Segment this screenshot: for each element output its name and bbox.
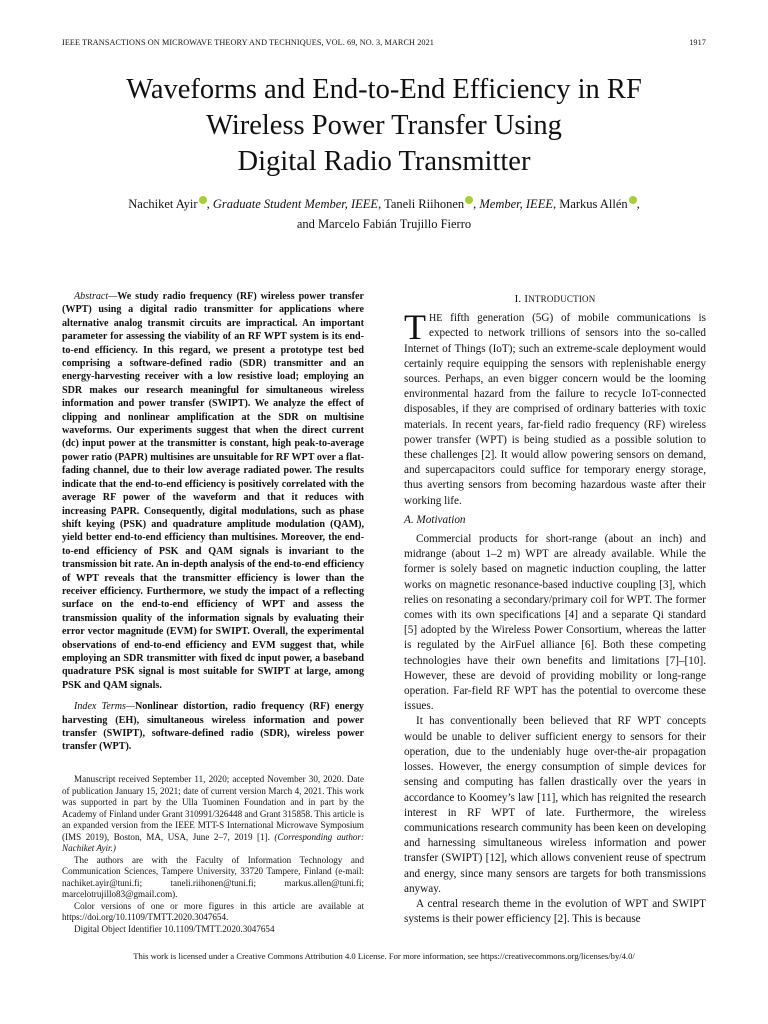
corresponding-author: (Corresponding author: Nachiket Ayir.) — [62, 831, 364, 853]
title-line-3: Digital Radio Transmitter — [237, 146, 531, 177]
footnote-doi: Digital Object Identifier 10.1109/TMTT.2020.3047654 — [74, 923, 275, 934]
index-terms — [62, 700, 364, 754]
author-name: Nachiket Ayir — [128, 197, 198, 211]
paragraph: Commercial products for short-range (about an inch) and midrange (about 1–2 m) WPT are already available. While the former is solely based on magnetic induction coupling, the latter works on magnetic resonance-based inductive coupling [3], which relies on resonating a secondary/primary coil for WPT. The former comes with its own specifications [4] and a separate Qi standard [5] adopted by the Wireless Power Consortium, whereas the latter is regulated by the AirFuel alliance [6]. Both these competing technologies have their own benefits and limitations [7]–[10]. However, these are devoid of providing mobility or long-range operation. Far-field RF WPT has the potential to overcome these issues. — [404, 533, 706, 713]
orcid-icon[interactable] — [629, 196, 637, 204]
author-list: Nachiket Ayir , Graduate Student Member, IEEE, Taneli Riihonen , Member, IEEE, Markus Allén , and Marcelo Fabián Trujillo Fierro — [30, 194, 738, 234]
abstract — [62, 290, 364, 692]
drop-cap: T — [404, 307, 426, 348]
author-name: and Marcelo Fabián Trujillo Fierro — [296, 217, 472, 231]
author-name: Markus Allén — [559, 197, 628, 211]
paper-title — [30, 72, 738, 180]
footnote-manuscript: Manuscript received September 11, 2020; accepted November 30, 2020. Date of publication January 15, 2021; date of current version March 4, 2021. This work was supported in part by the Ulla Tuominen Foundation and in part by the Academy of Finland under Grant 310991/326448 and Grant 315858. This article is an expanded version from the IEEE MTT-S International Microwave Symposium (IMS 2019), Boston, MA, USA, June 2–7, 2019 [1]. (Corresponding author: Nachiket Ayir.) — [62, 774, 364, 853]
paragraph: A central research theme in the evolution of WPT and SWIPT systems is their power efficiency [2]. This is because — [404, 897, 706, 926]
license-notice: This work is licensed under a Creative Commons Attribution 4.0 License. For more information, see https://creativecommons.org/licenses/by/4.0/ — [133, 951, 635, 961]
author-role: Member, IEEE — [479, 197, 553, 211]
paragraph: It has conventionally been believed that RF WPT concepts would be unable to deliver sufficient energy to sensors for their operation, due to the undeniably huge over-the-air propagation losses. However, the energy consumption of simple devices for sensing and computing has fallen drastically over the years in accordance to Koomey’s law [11], which has reignited the research interest in RF WPT of late. Furthermore, the wireless communications research community has been keen on developing and harnessing simultaneous wireless information and power transfer (SWIPT) [12], which allows convenient reuse of spectrum and energy, since many sensors are targets for both transmissions anyway. — [404, 715, 706, 895]
abstract-label: Abstract— — [74, 291, 118, 302]
orcid-icon[interactable] — [199, 196, 207, 204]
footnotes — [62, 774, 364, 935]
running-header — [62, 38, 706, 47]
right-column — [404, 292, 706, 927]
left-column — [62, 290, 364, 754]
author-role: Graduate Student Member, IEEE — [212, 197, 379, 211]
abstract-text: We study radio frequency (RF) wireless power transfer (WPT) using a digital radio transmitter for applications where alternative analog transmit circuits are impractical. An important parameter for assessing the viability of an RF WPT system is its end-to-end efficiency. In this regard, we present a prototype test bed comprising a software-defined radio (SDR) transmitter and an energy-harvesting receiver with a low resistive load; employing an SDR makes our research meaningful for simultaneous wireless information and power transfer (SWIPT). We analyze the effect of clipping and nonlinear amplification at the SDR on multisine waveforms. Our experiments suggest that when the direct current (dc) input power at the transmitter is constant, high peak-to-average power ratio (PAPR) multisines are unsuitable for RF WPT over a flat-fading channel, due to their low average radiated power. The results indicate that the end-to-end efficiency is positively correlated with the average RF power of the waveform and that it reduces with increasing PAPR. Consequently, digital modulations, such as phase shift keying (PSK) and quadrature amplitude modulation (QAM), yield better end-to-end efficiency than multisines. Moreover, the end-to-end efficiency of PSK and QAM signals is invariant to the transmission bit rate. An in-depth analysis of the end-to-end efficiency of WPT reveals that the transmitter efficiency is lower than the receiver efficiency. Furthermore, we study the impact of a reflecting surface on the end-to-end efficiency of WPT and assess the transmission quality of the information signals by evaluating their error vector magnitude (EVM) for SWIPT. Overall, the experimental observations of end-to-end efficiency and EVM suggest that, while employing an SDR transmitter with fixed dc input power, a baseband quadrature PSK signal is most suitable for SWIPT at large, among PSK and QAM signals. — [62, 291, 364, 691]
journal-name: IEEE TRANSACTIONS ON MICROWAVE THEORY AND TECHNIQUES, VOL. 69, NO. 3, MARCH 2021 — [62, 38, 434, 47]
section-heading: I. INTRODUCTION — [514, 293, 596, 305]
author-name: Taneli Riihonen — [384, 197, 465, 211]
index-terms-text: Nonlinear distortion, radio frequency (RF) energy harvesting (EH), simultaneous wireless information and power transfer (SWIPT), software-defined radio (SDR), wireless power transfer (WPT). — [62, 701, 364, 753]
title-line-1: Waveforms and End-to-End Efficiency in RF — [126, 74, 642, 105]
page-number: 1917 — [689, 38, 706, 47]
paragraph: THE fifth generation (5G) of mobile communications is expected to network trillions of sensors into the so-called Internet of Things (IoT); such an extreme-scale deployment would certainly require equipping the sensors with replenishable energy sources. Perhaps, an even bigger concern would be the looming environmental hazard from the failure to recycle IoT-connected disposables, if they are comprised of ordinary batteries with toxic materials. In recent years, far-field radio frequency (RF) wireless power transfer (WPT) is being studied as a possible solution to these challenges [2]. It would allow powering sensors on demand, and supercapacitors could suffice for temporary energy storage, thus averting sensors from becoming hazardous waste after their working life. — [404, 307, 706, 507]
subsection-heading: A. Motivation — [404, 513, 466, 526]
orcid-icon[interactable] — [465, 196, 473, 204]
title-line-2: Wireless Power Transfer Using — [206, 110, 562, 141]
footnote-affiliation: The authors are with the Faculty of Information Technology and Communication Sciences, Tampere University, 33720 Tampere, Finland (e-mail: nachiket.ayir@tuni.fi; taneli.riihonen@tuni.fi; markus.allen@tuni.fi; marcelotrujillo83@gmail.com). — [62, 854, 364, 899]
index-terms-label: Index Terms— — [74, 701, 135, 713]
footnote-color: Color versions of one or more figures in this article are available at https://doi.org/10.1109/TMTT.2020.3047654. — [62, 900, 364, 922]
